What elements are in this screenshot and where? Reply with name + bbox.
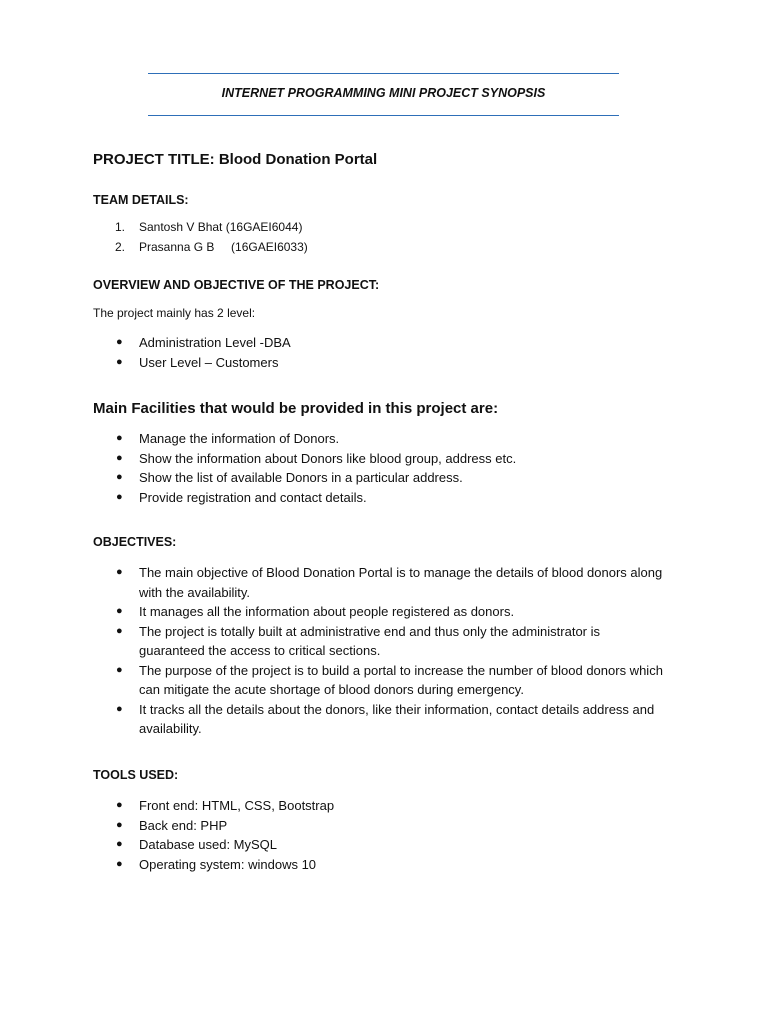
- team-member-name: Prasanna G B (16GAEI6033): [139, 240, 308, 254]
- list-item: ● Show the information about Donors like blood group, address etc.: [113, 449, 693, 469]
- bullet-icon: ●: [116, 471, 123, 483]
- list-item: ● Operating system: windows 10: [113, 855, 693, 875]
- list-item: ● It manages all the information about people registered as donors.: [113, 602, 668, 622]
- bullet-icon: ●: [116, 857, 123, 870]
- project-title: PROJECT TITLE: Blood Donation Portal: [93, 151, 378, 168]
- bullet-icon: ●: [116, 336, 123, 348]
- tools-heading: TOOLS USED:: [93, 768, 179, 782]
- list-item: ● Back end: PHP: [113, 816, 693, 836]
- list-item: ● Provide registration and contact details.: [113, 488, 693, 508]
- objectives-heading: OBJECTIVES:: [93, 535, 177, 549]
- document-header: INTERNET PROGRAMMING MINI PROJECT SYNOPSIS: [221, 86, 546, 100]
- bullet-icon: ●: [116, 432, 123, 444]
- team-member-number: 1.: [115, 220, 126, 234]
- bullet-icon: ●: [116, 624, 123, 637]
- bullet-icon: ●: [116, 566, 123, 578]
- bullet-icon: ●: [116, 818, 123, 831]
- bullet-icon: ●: [116, 355, 123, 368]
- list-item: ● Front end: HTML, CSS, Bootstrap: [113, 796, 693, 816]
- team-heading: TEAM DETAILS:: [93, 193, 189, 207]
- overview-heading: OVERVIEW AND OBJECTIVE OF THE PROJECT:: [93, 278, 380, 292]
- bullet-icon: ●: [116, 838, 123, 850]
- list-item: ● User Level – Customers: [113, 353, 693, 373]
- list-item: ● The purpose of the project is to build a portal to increase the number of blood donors which can mitigate the acute shortage of blood donors during emergency.: [116, 662, 663, 697]
- header-top-rule: [148, 73, 619, 74]
- facilities-list: [113, 429, 693, 507]
- overview-intro: The project mainly has 2 level:: [93, 306, 256, 320]
- list-item: ● Manage the information of Donors.: [113, 429, 693, 449]
- list-item: ● The project is totally built at administrative end and thus only the administrator is guaranteed the access to critical sections.: [116, 623, 601, 658]
- list-item: ● It tracks all the details about the donors, like their information, contact details address and availability.: [116, 701, 655, 736]
- team-member-number: 2.: [115, 240, 126, 254]
- bullet-icon: ●: [116, 663, 123, 676]
- facilities-heading: Main Facilities that would be provided in this project are:: [93, 400, 499, 417]
- list-item: ● Database used: MySQL: [113, 835, 693, 855]
- overview-list: [113, 333, 693, 372]
- list-item: ● Administration Level -DBA: [113, 333, 693, 353]
- objectives-list: [113, 563, 668, 739]
- header-bottom-rule: [148, 115, 619, 116]
- tools-list: [113, 796, 693, 874]
- team-member-name: Santosh V Bhat (16GAEI6044): [139, 220, 303, 234]
- bullet-icon: ●: [116, 605, 123, 617]
- bullet-icon: ●: [116, 490, 123, 503]
- bullet-icon: ●: [116, 451, 123, 464]
- bullet-icon: ●: [116, 702, 123, 715]
- list-item: ● The main objective of Blood Donation Portal is to manage the details of blood donors along with the availability.: [116, 565, 663, 600]
- list-item: ● Show the list of available Donors in a particular address.: [113, 468, 693, 488]
- bullet-icon: ●: [116, 799, 123, 811]
